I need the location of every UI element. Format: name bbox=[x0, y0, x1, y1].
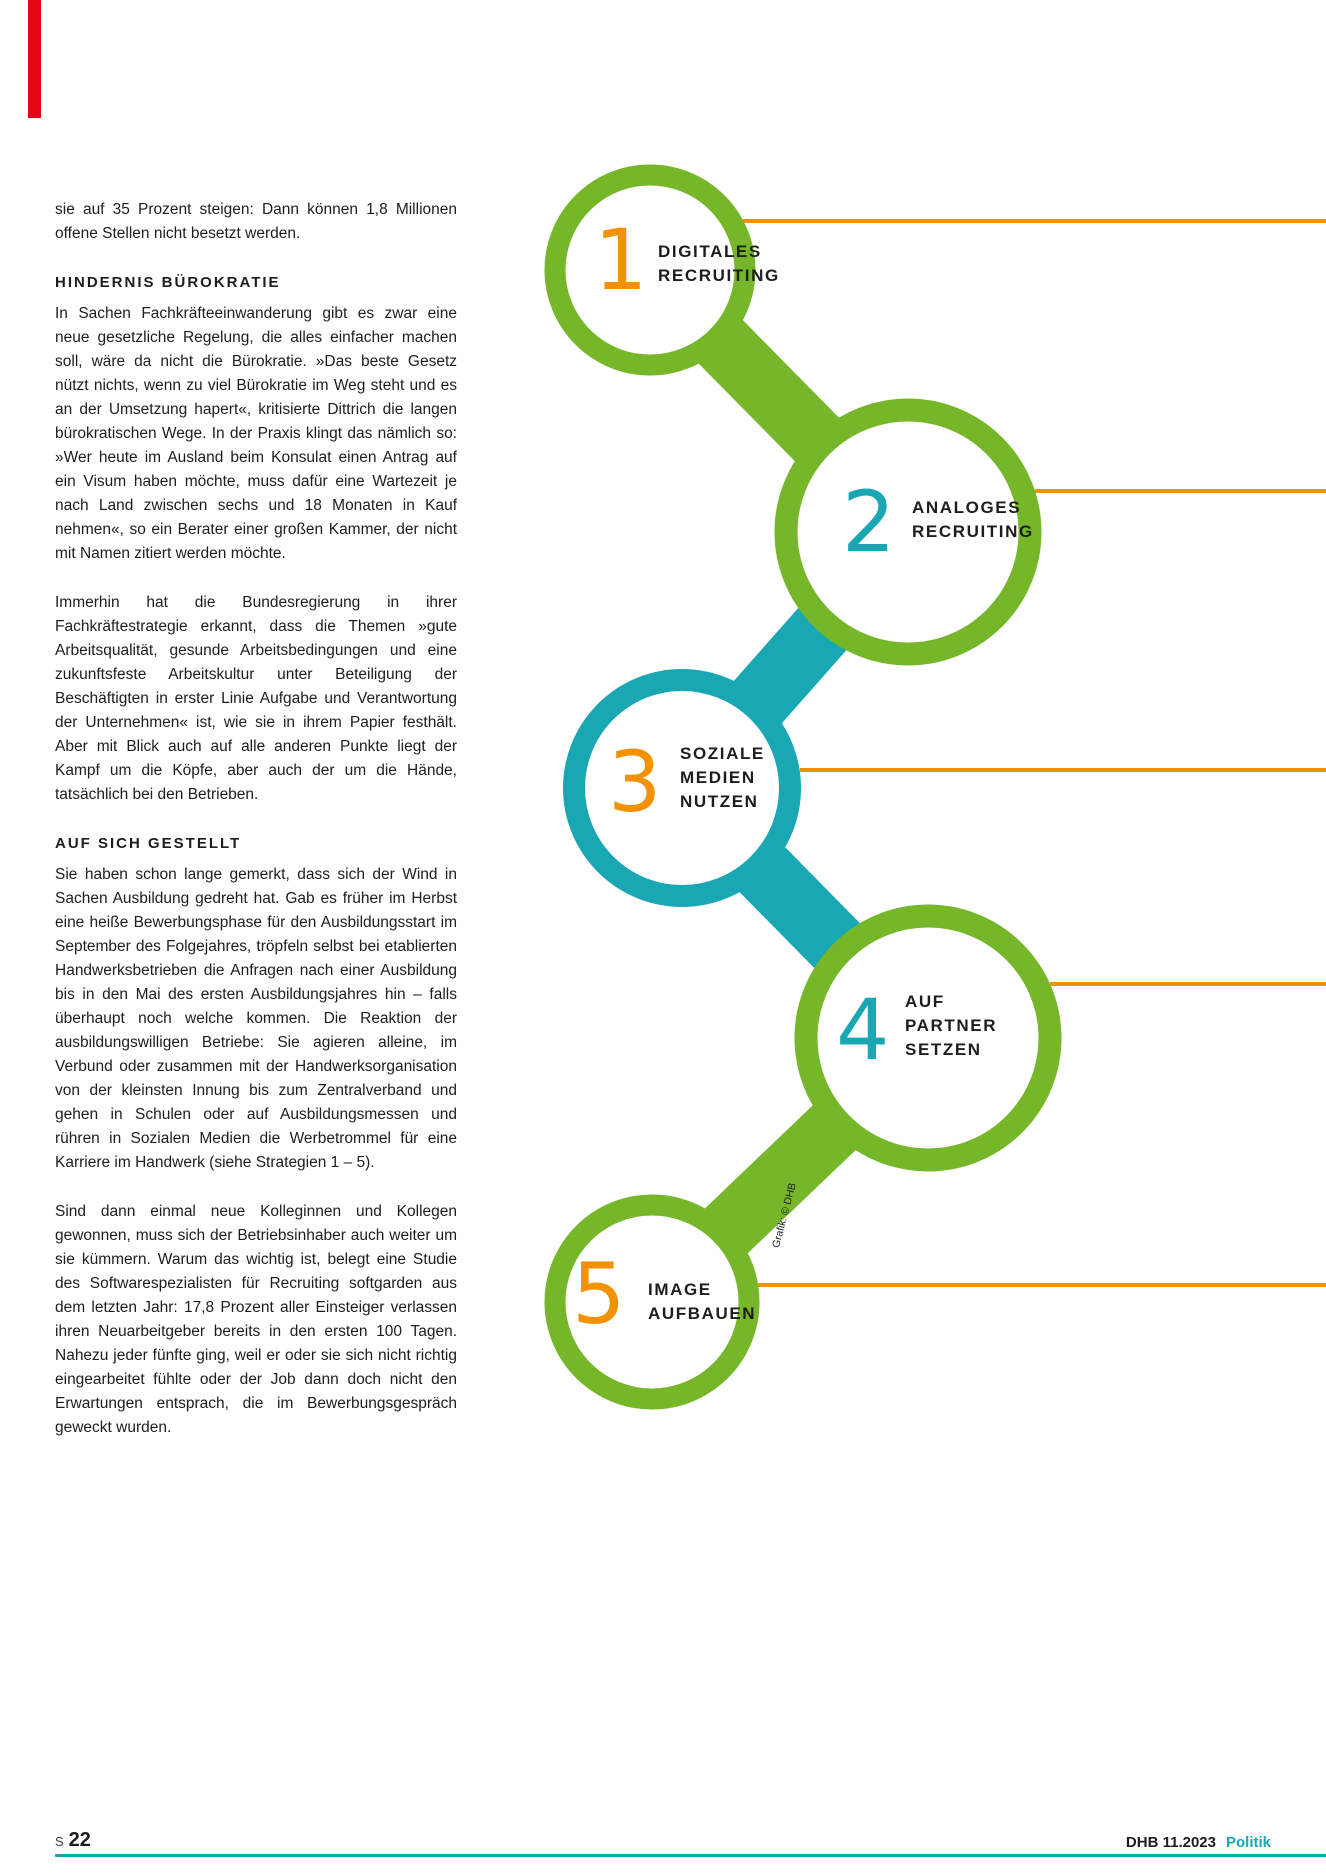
paragraph-1: In Sachen Fachkräfteeinwanderung gibt es zwar eine neue gesetzliche Regelung, die alles einfacher machen soll, wäre da nicht die Bürokratie. »Das beste Gesetz nützt nichts, wenn zu viel Bürokratie im Weg steht und es an der Umsetzung hapert«, kritisierte Dittrich die langen bürokratischen Wege. In der Praxis klingt das nämlich so: »Wer heute im Ausland beim Konsulat einen Antrag auf ein Visum haben möchte, muss dafür eine Wartezeit je nach Land zwischen sechs und 18 Monaten in Kauf nehmen«, so ein Berater einer großen Kammer, der nicht mit Namen zitiert werden möchte. bbox=[55, 305, 457, 562]
step-2-number: 2 bbox=[842, 473, 896, 571]
step-3-label bbox=[680, 742, 765, 814]
page-number bbox=[55, 1829, 91, 1852]
step-2-label-line-2: RECRUITING bbox=[912, 522, 1034, 541]
section-heading-buerokratie: HINDERNIS BÜROKRATIE bbox=[55, 274, 281, 291]
step-1-number: 1 bbox=[594, 211, 648, 309]
step-3-label-line-3: NUTZEN bbox=[680, 792, 759, 811]
paragraph-3: Sie haben schon lange gemerkt, dass sich der Wind in Sachen Ausbildung gedreht hat. Gab es früher im Herbst eine heiße Bewerbungsphase für den Ausbildungsstart im September des Folgejahres, tröpfeln selbst bei etablierten Handwerksbetrieben die Anfragen nach einer Ausbildung bis in den Mai des ersten Ausbildungsjahres hin – falls überhaupt noch welche kommen. Die Reaktion der ausbildungswilligen Betriebe: Sie agieren alleine, im Verbund oder zusammen mit der Handwerksorganisation von der kleinsten Innung bis zum Zentralverband und gehen in Schulen oder auf Ausbildungsmessen und rühren in Sozialen Medien die Werbetrommel für eine Karriere im Handwerk (siehe Strategien 1 – 5). bbox=[55, 866, 457, 1171]
step-3-label-line-2: MEDIEN bbox=[680, 768, 756, 787]
step-4-number: 4 bbox=[836, 981, 890, 1079]
footer-issue-section bbox=[1126, 1834, 1271, 1851]
step-4-label-line-2: PARTNER bbox=[905, 1016, 998, 1035]
step-5-label bbox=[648, 1278, 756, 1326]
step-1-label-line-2: RECRUITING bbox=[658, 266, 780, 285]
paragraph-2: Immerhin hat die Bundesregierung in ihrer Fachkräftestrategie erkannt, dass die Themen »gute Arbeitsqualität, gesunde Arbeitsbedingungen und eine zukunftsfeste Arbeitskultur unter Beteiligung der Beschäftigten in erster Linie Aufgabe und Verantwortung der Unternehmen« ist, wie sie in ihrem Papier festhält. Aber mit Blick auch auf alle anderen Punkte liegt der Kampf um die Köpfe, aber auch der um die Hände, tatsächlich bei den Betrieben. bbox=[55, 594, 457, 803]
step-2-label bbox=[912, 496, 1034, 544]
paragraph-4: Sind dann einmal neue Kolleginnen und Kollegen gewonnen, muss sich der Betriebsinhaber auch weiter um sie kümmern. Warum das wichtig ist, belegt eine Studie des Softwarespezialisten für Recruiting softgarden aus dem letzten Jahr: 17,8 Prozent aller Einsteiger verlassen ihren Neuarbeitgeber bereits in den ersten 100 Tagen. Nahezu jeder fünfte ging, weil er oder sie sich nicht richtig eingearbeitet fühlte oder der Job dann doch nicht den Erwartungen entsprach, die im Bewerbungsgespräch geweckt wurden. bbox=[55, 1203, 457, 1436]
step-5-number: 5 bbox=[572, 1245, 626, 1343]
section-heading-auf-sich-gestellt: AUF SICH GESTELLT bbox=[55, 835, 242, 852]
step-1-label bbox=[658, 240, 780, 288]
step-1-label-line-1: DIGITALES bbox=[658, 242, 762, 261]
page-number-prefix: S bbox=[55, 1834, 64, 1849]
graphic-credit: Grafik: © DHB bbox=[770, 1181, 799, 1250]
step-3-number: 3 bbox=[608, 733, 662, 831]
step-5-label-line-2: AUFBAUEN bbox=[648, 1304, 757, 1323]
step-2-label-line-1: ANALOGES bbox=[912, 498, 1022, 517]
step-5-label-line-1: IMAGE bbox=[648, 1280, 712, 1299]
paragraph-lead: sie auf 35 Prozent steigen: Dann können 1,8 Millionen offene Stellen nicht besetzt werden. bbox=[55, 201, 457, 242]
step-4-label-line-3: SETZEN bbox=[905, 1040, 982, 1059]
footer-issue: DHB 11.2023 bbox=[1125, 1834, 1216, 1851]
footer-section: Politik bbox=[1225, 1834, 1271, 1851]
step-4-label-line-1: AUF bbox=[905, 992, 945, 1011]
step-3-label-line-1: SOZIALE bbox=[680, 744, 765, 763]
step-4-label bbox=[905, 990, 997, 1062]
page-number-value: 22 bbox=[68, 1829, 91, 1851]
